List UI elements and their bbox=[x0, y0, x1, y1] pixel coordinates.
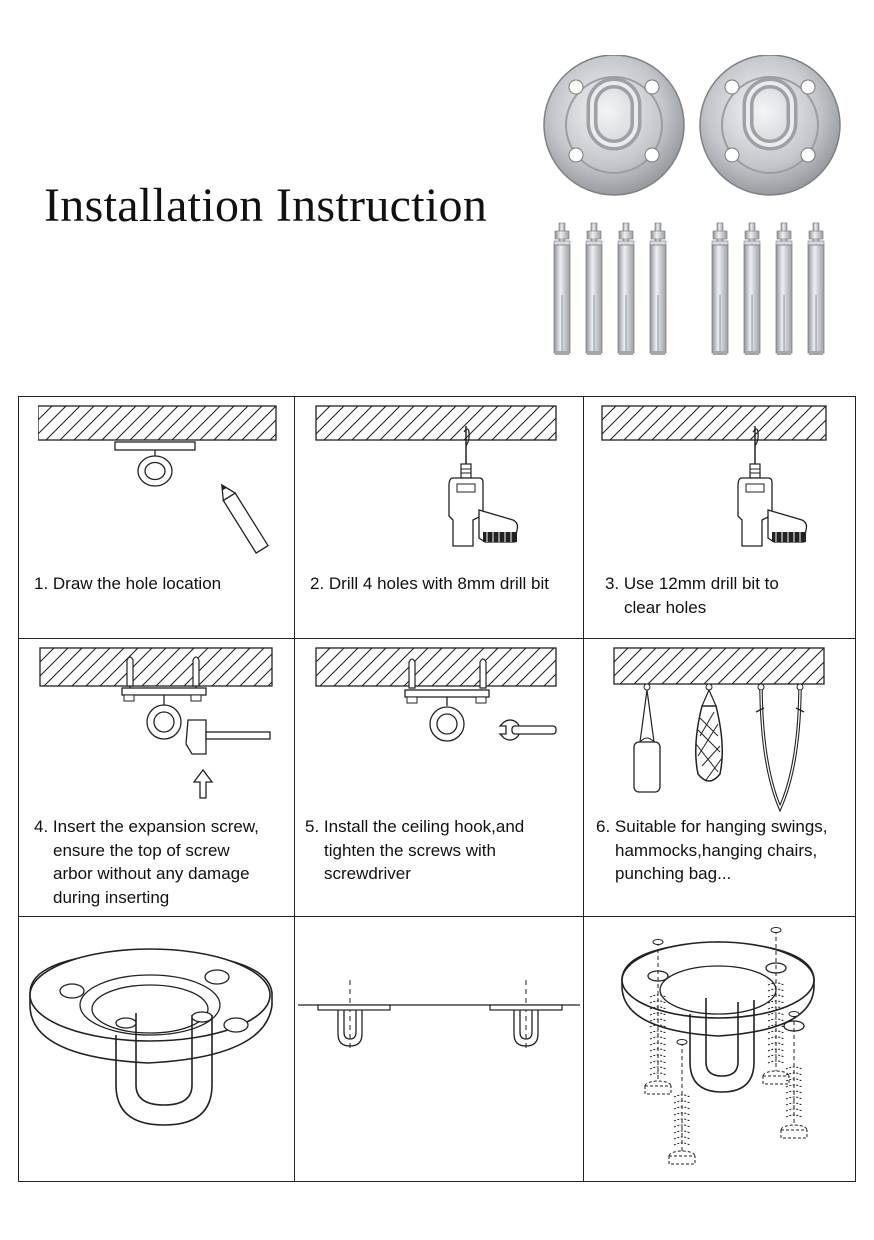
expansion-bolt-5 bbox=[712, 223, 728, 355]
step-3-line-1: 3. Use 12mm drill bit to bbox=[605, 574, 779, 593]
step-1-illustration bbox=[38, 404, 278, 564]
ceiling-hatch bbox=[38, 406, 276, 440]
plate-line-drawing bbox=[22, 925, 292, 1177]
expansion-bolt-4 bbox=[650, 223, 666, 355]
expansion-bolt-7 bbox=[776, 223, 792, 355]
step-2-illustration bbox=[314, 404, 564, 564]
ceiling-hatch bbox=[602, 406, 826, 440]
hammer-icon bbox=[186, 720, 270, 754]
exploded-view-drawing bbox=[590, 922, 852, 1178]
step-3-line-2: clear holes bbox=[624, 597, 707, 617]
screw-4 bbox=[669, 1040, 695, 1165]
step-4-line-1: 4. Insert the expansion screw, bbox=[34, 817, 259, 836]
arrow-up-icon bbox=[194, 770, 212, 798]
step-5-illustration bbox=[314, 646, 564, 806]
step-6-line-3: punching bag... bbox=[615, 864, 732, 883]
drill-icon bbox=[738, 426, 807, 546]
step-5-line-1: 5. Install the ceiling hook,and bbox=[305, 817, 525, 836]
wrench-icon bbox=[500, 720, 556, 740]
step-4-illustration bbox=[38, 646, 278, 806]
step-3-illustration bbox=[600, 404, 832, 564]
side-view-hook-left bbox=[318, 980, 390, 1050]
step-5-caption bbox=[305, 815, 524, 886]
ceiling-hatch bbox=[614, 648, 824, 684]
punching-bag-icon bbox=[634, 684, 660, 792]
expansion-bolt-1 bbox=[554, 223, 570, 355]
step-6-line-2: hammocks,hanging chairs, bbox=[615, 840, 818, 860]
hammock-net-icon bbox=[696, 684, 723, 781]
step-5-line-3: screwdriver bbox=[324, 864, 411, 883]
expansion-bolt-8 bbox=[808, 223, 824, 355]
step-3-caption bbox=[605, 572, 779, 619]
step-1-line-1: 1. Draw the hole location bbox=[34, 574, 222, 593]
product-photo bbox=[536, 55, 856, 365]
step-6-line-1: 6. Suitable for hanging swings, bbox=[596, 817, 828, 836]
expansion-bolt-6 bbox=[744, 223, 760, 355]
page-title: Installation Instruction bbox=[44, 179, 488, 232]
step-1-caption bbox=[34, 572, 221, 596]
pencil-icon bbox=[216, 481, 268, 553]
expansion-bolts-photo bbox=[554, 223, 824, 355]
side-view-drawing bbox=[298, 970, 582, 1060]
ceiling-hatch bbox=[40, 648, 272, 686]
step-2-line-1: 2. Drill 4 holes with 8mm drill bit bbox=[310, 574, 550, 593]
drill-icon bbox=[449, 426, 518, 546]
expansion-bolt-2 bbox=[586, 223, 602, 355]
step-4-line-4: during inserting bbox=[53, 887, 170, 907]
expansion-bolt-3 bbox=[618, 223, 634, 355]
ceiling-hatch bbox=[316, 648, 556, 686]
step-4-line-3: arbor without any damage bbox=[53, 864, 250, 883]
ceiling-plate-photo-1 bbox=[544, 55, 684, 195]
rope-swing-icon bbox=[756, 684, 804, 808]
step-6-caption bbox=[596, 815, 828, 886]
step-2-caption bbox=[310, 572, 549, 596]
step-4-line-2: ensure the top of screw bbox=[53, 840, 230, 860]
step-4-caption bbox=[34, 815, 259, 909]
step-5-line-2: tighten the screws with bbox=[324, 840, 496, 860]
side-view-hook-right bbox=[490, 980, 562, 1050]
step-6-illustration bbox=[610, 646, 842, 816]
ceiling-hatch bbox=[316, 406, 556, 440]
ceiling-plate-photo-2 bbox=[700, 55, 840, 195]
